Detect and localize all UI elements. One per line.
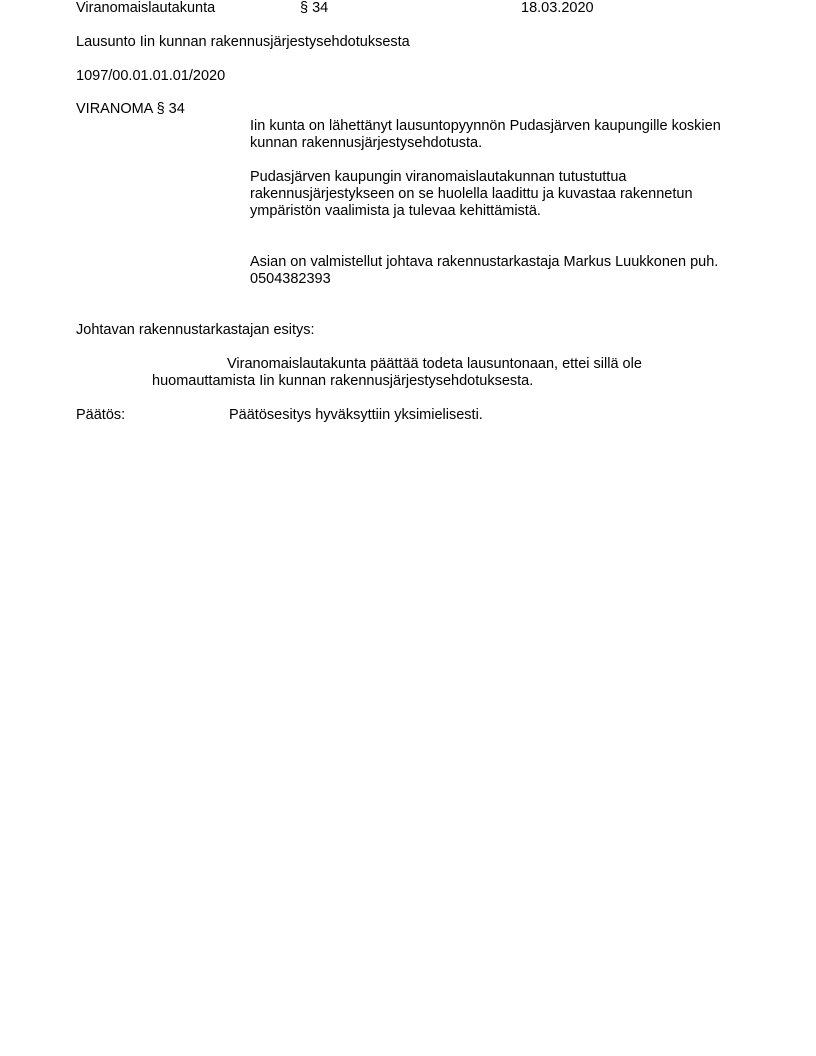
proposal-line-1: Viranomaislautakunta päättää todeta lausuntonaan, ettei sillä ole — [227, 356, 642, 372]
meeting-date: 18.03.2020 — [521, 0, 594, 16]
decision-label: Päätös: — [76, 407, 126, 423]
section-number: § 34 — [300, 0, 329, 16]
body-line: Iin kunta on lähettänyt lausuntopyynnön Pudasjärven kaupungille koskien — [250, 118, 721, 134]
body-line: ympäristön vaalimista ja tulevaa kehittämistä. — [250, 203, 541, 219]
proposal-label: Johtavan rakennustarkastajan esitys: — [76, 322, 315, 338]
decision-text: Päätösesitys hyväksyttiin yksimielisesti. — [229, 407, 483, 423]
document-title: Lausunto Iin kunnan rakennusjärjestysehdotuksesta — [76, 34, 410, 50]
body-paragraph-3 — [250, 254, 718, 288]
board-name: Viranomaislautakunta — [76, 0, 216, 16]
body-line: Pudasjärven kaupungin viranomaislautakunnan tutustuttua — [250, 169, 627, 185]
body-line: 0504382393 — [250, 271, 331, 287]
body-paragraph-1 — [250, 118, 721, 152]
proposal-line-2: huomauttamista Iin kunnan rakennusjärjestysehdotuksesta. — [152, 373, 534, 389]
body-line: kunnan rakennusjärjestysehdotusta. — [250, 135, 483, 151]
body-line: rakennusjärjestykseen on se huolella laadittu ja kuvastaa rakennetun — [250, 186, 693, 202]
body-paragraph-2 — [250, 169, 693, 220]
record-number: 1097/00.01.01.01/2020 — [76, 68, 226, 84]
body-line: Asian on valmistellut johtava rakennustarkastaja Markus Luukkonen puh. — [250, 254, 719, 270]
section-reference: VIRANOMA § 34 — [76, 101, 185, 117]
